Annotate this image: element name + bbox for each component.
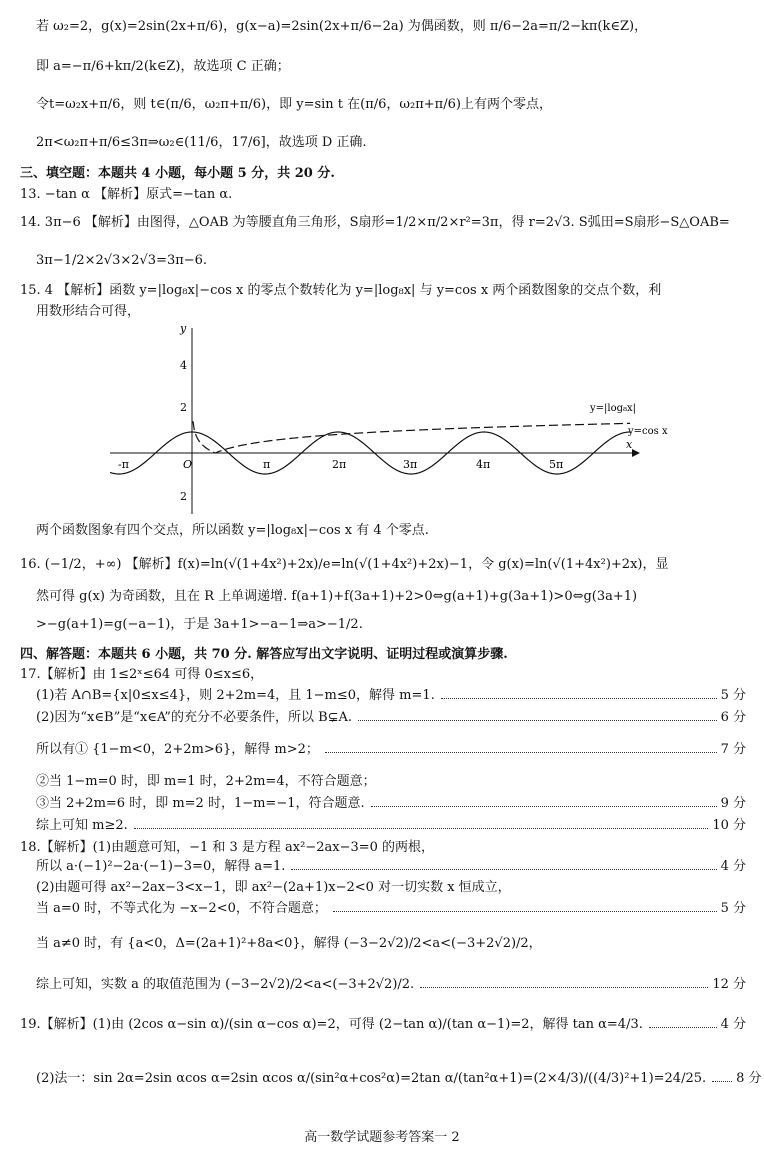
scored-line: ②当 1−m=0 时，即 m=1 时，2+2m=4，不符合题意； (36, 774, 376, 789)
y-axis-label: y (180, 322, 187, 335)
x-tick-label: 3π (403, 458, 418, 471)
text-line: 两个函数图象有四个交点，所以函数 y=|log₈x|−cos x 有 4 个零点. (36, 523, 429, 538)
x-axis-label: x (626, 438, 633, 451)
scored-line: (2)法一：sin 2α=2sin αcos α=2sin αcos α/(sin²α+cos²α)=2tan α/(tan²α+1)=(2×4/3)/((4/3)²+1)=24/25. 8 分 (36, 1071, 762, 1086)
x-tick-label: -π (118, 458, 129, 471)
page-footer: 高一数学试题参考答案一 2 (304, 1130, 460, 1145)
y-tick-label: 2 (180, 490, 187, 503)
scored-line: (2)由题可得 ax²−2ax−3<x−1，即 ax²−(2a+1)x−2<0 对一切实数 x 恒成立， (36, 880, 511, 895)
text-line: >−g(a+1)=g(−a−1)，于是 3a+1>−a−1⇒a>−1/2. (36, 617, 363, 632)
text-line: 令t=ω₂x+π/6，则 t∈(π/6，ω₂π+π/6)，即 y=sin t 在(π/6，ω₂π+π/6)上有两个零点， (36, 97, 552, 112)
function-graph (110, 318, 668, 518)
section-heading-fill-blank: 三、填空题：本题共 4 小题，每小题 5 分，共 20 分. (20, 166, 335, 181)
cos-curve-label: y=cos x (628, 426, 668, 437)
x-tick-label: 2π (332, 458, 347, 471)
answer-19: 19.【解析】(1)由 (2cos α−sin α)/(sin α−cos α)=2，可得 (2−tan α)/(tan α−1)=2，解得 tan α=4/3. 4 分 (20, 1017, 746, 1032)
x-tick-label: 5π (549, 458, 564, 471)
x-tick-label: 4π (476, 458, 491, 471)
scored-line: (1)若 A∩B={x|0≤x≤4}，则 2+2m=4，且 1−m≤0，解得 m=1. 5 分 (36, 688, 746, 703)
section-heading-solutions: 四、解答题：本题共 6 小题，共 70 分. 解答应写出文字说明、证明过程或演算步骤. (20, 647, 508, 662)
scored-line: 综上可知 m≥2. 10 分 (36, 818, 746, 833)
x-tick-label: O (183, 458, 193, 471)
text-line: 3π−1/2×2√3×2√3=3π−6. (36, 253, 208, 268)
scored-line: 综上可知，实数 a 的取值范围为 (−3−2√2)/2<a<(−3+2√2)/2. 12 分 (36, 977, 746, 992)
text-line: 若 ω₂=2，g(x)=2sin(2x+π/6)，g(x−a)=2sin(2x+π/6−2a) 为偶函数，则 π/6−2a=π/2−kπ(k∈Z)， (36, 19, 648, 34)
text-line: 即 a=−π/6+kπ/2(k∈Z)，故选项 C 正确； (36, 59, 290, 74)
y-tick-label: 2 (180, 401, 187, 414)
answer-16: 16. (−1/2，+∞) 【解析】f(x)=ln(√(1+4x²)+2x)/e=ln(√(1+4x²)+2x)−1，令 g(x)=ln(√(1+4x²)+2x)，显 (20, 557, 669, 572)
answer-14: 14. 3π−6 【解析】由图得，△OAB 为等腰直角三角形，S扇形=1/2×π/2×r²=3π，得 r=2√3. S弧田=S扇形−S△OAB= (20, 215, 730, 230)
answer-17: 17.【解析】由 1≤2ˣ≤64 可得 0≤x≤6， (20, 667, 264, 682)
scored-line: 当 a≠0 时，有 {a<0，Δ=(2a+1)²+8a<0}，解得 (−3−2√2)/2<a<(−3+2√2)/2， (36, 936, 542, 951)
answer-18: 18.【解析】(1)由题意可知，−1 和 3 是方程 ax²−2ax−3=0 的两根， (20, 840, 435, 855)
text-line: 然可得 g(x) 为奇函数，且在 R 上单调递增. f(a+1)+f(3a+1)+2>0⇔g(a+1)+g(3a+1)>0⇔g(3a+1) (36, 589, 638, 604)
log-abs-curve (193, 421, 630, 453)
log-curve-label: y=|log₈x| (590, 403, 637, 414)
answer-13: 13. −tan α 【解析】原式=−tan α. (20, 187, 233, 202)
scored-line: (2)因为“x∈B”是“x∈A”的充分不必要条件，所以 B⊊A. 6 分 (36, 710, 746, 725)
y-tick-label: 4 (180, 359, 187, 372)
scored-line: 当 a=0 时，不等式化为 −x−2<0，不符合题意； 5 分 (36, 901, 746, 916)
text-line: 2π<ω₂π+π/6≤3π⇒ω₂∈(11/6，17/6]，故选项 D 正确. (36, 135, 367, 150)
answer-15: 15. 4 【解析】函数 y=|log₈x|−cos x 的零点个数转化为 y=|log₈x| 与 y=cos x 两个函数图象的交点个数，利 (20, 283, 662, 298)
scored-line: 所以 a·(−1)²−2a·(−1)−3=0，解得 a=1. 4 分 (36, 859, 746, 874)
text-line: 用数形结合可得， (36, 304, 141, 319)
scored-line: ③当 2+2m=6 时，即 m=2 时，1−m=−1，符合题意. 9 分 (36, 796, 746, 811)
scored-line: 所以有① {1−m<0，2+2m>6}，解得 m>2； 7 分 (36, 742, 746, 757)
x-tick-label: π (263, 458, 271, 471)
